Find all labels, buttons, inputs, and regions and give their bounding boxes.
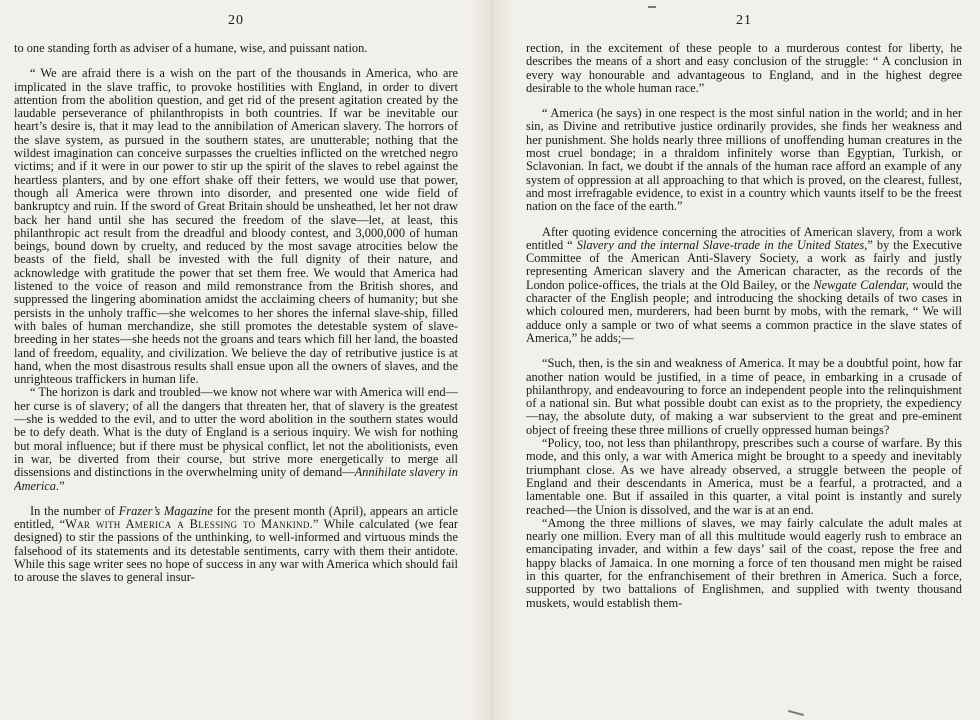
quote-paragraph: “ America (he says) in one respect is the most sinful nation in the world; and in her sin, as Divine and retributive justice ordinarily provides, she finds her weakness and her punishment. She holds nearly three millions of unoffending human creatures in the most cruel bondage; in a thraldom infinitely worse than Egyptian, Turkish, or Sclavonian. In fact, we doubt if the annals of the human race afford an example of any system of oppression at all approaching to that which is proved, on the clearest, fullest, and most irrefragable evidence, to exist in a country which vaunts itself to be the freest nation on the face of the earth.” <box>526 106 962 214</box>
book-title: Slavery and the internal Slave-trade in the United States, <box>576 237 868 252</box>
left-page <box>14 0 458 720</box>
magazine-title: Frazer’s Magazine <box>118 503 213 518</box>
quote-paragraph: “Such, then, is the sin and weakness of America. It may be a doubtful point, how far another nation would be justified, in a time of peace, in embarking in a crusade of philanthropy, and endeavouring to force an independent people into the relinquishment of a national sin. But what possible doubt can exist as to the propriety, the expediency—nay, the absolute duty, of making a war subservient to the great and pre-eminent object of freeing these three millions of cruelly oppressed human beings? <box>526 356 962 437</box>
text-run: for the present month (April), appears an article entitled, “ <box>14 503 458 532</box>
page-number-left: 20 <box>228 13 244 28</box>
paragraph <box>14 505 458 585</box>
text-run: would the character of the English people; and introducing the shocking details of two cases in which coloured men, murderers, had been burnt by mobs, with the remark, “ We will adduce only a sample or two of what seems a common practice in the slave states of America,” he adds;— <box>526 277 962 345</box>
text-run: After quoting evidence concerning the atrocities of American slavery, from a work entitled “ <box>526 224 962 252</box>
quote-paragraph <box>14 386 458 492</box>
book-title: Newgate Calendar, <box>813 277 909 292</box>
right-page <box>526 0 962 720</box>
article-title: War with America a Blessing to Mankind. <box>65 517 314 532</box>
scan-mark <box>648 6 656 8</box>
text-run: ” by the Executive Committee of the American Anti-Slavery Society, a work as fairly and justly representing American slavery and the American character, as the records of the London police-offices, the trials at the Old Bailey, or the <box>526 237 962 292</box>
page-number-right: 21 <box>736 13 752 28</box>
book-gutter <box>470 0 514 720</box>
paragraph: rection, in the excitement of these people to a murderous contest for liberty, he describes the means of a short and easy conclusion of the struggle: “ A conclusion in every way honourable and advantageous to England, and in the highest degree desirable to the whole human race.” <box>526 41 962 95</box>
emphasis-text: Annihilate slavery in America. <box>14 465 458 493</box>
quote-paragraph: “Among the three millions of slaves, we may fairly calculate the adult males at nearly one million. Every man of all this multitude would eagerly rush to embrace an emancipating invader, and within a few days’ sail of the coast, repose the free and happy blacks of Jamaica. In one morning a force of ten thousand men might be raised in this quarter, for the enfranchisement of their brethren in America. Such a force, supported by two battalions of Englishmen, and supplied with twenty thousand muskets, would establish them- <box>526 515 962 610</box>
text-run: “ The horizon is dark and troubled—we know not where war with America will end—her curse is of slavery; of all the dangers that threaten her, that of slavery is the greatest—she is wedded to the evil, and to utter the word abolition in the southern states would be to defy death. What is the duty of England is a serious inquiry. We wish for nothing but moral influence; but if there must be physical conflict, let not the abolitionists, even in war, be diverted from their course, but strive more energetically to merge all dissensions and distinctions in the overwhelming unity of demand— <box>14 385 458 480</box>
quote-paragraph: “ We are afraid there is a wish on the part of the thousands in America, who are implicated in the slave traffic, to provoke hostilities with England, in order to divert attention from the abolition question, and get rid of the present agitation created by the laudable perseverance of philanthropists in both countries. If war be inevitable our heart’s desire is, that it may lead to the annibilation of American slavery. The horrors of the slave system, as pursued in the southern states, are unutterable; nothing that the wildest imagination can conceive surpasses the cruelties inflicted on the wretched negro victims; and if it were in our power to stir up the spirit of the slaves to rebel against the heartless planters, and by one effort shake off their fetters, we would use that power, though all America were thrown into disorder, and presented one wide field of bankruptcy and ruin. If the sword of Great Britain should be unsheathed, let her not draw back her hand until she has secured the freedom of the slave—let, at least, this philanthropic act result from the dreadful and bloody contest, and 3,000,000 of human beings, bound down by cruelty, and reduced by the most savage atrocities below the beasts of the field, shall be invested with the full dignity of their nature, and acknowledge with gratitude the power that set them free. We would that America had listened to the voice of reason and mild remonstrance from the British shores, and suppressed the lingering abomination amidst the acclaiming cheers of humanity; but she persists in the unholy traffic—she welcomes to her shores the infernal slave-ship, filled with bales of human merchandize, she still promotes the detestable system of slave-breeding in her states—she heeds not the groans and tears which fill her land, the boasted land of freedom, equality, and civilization. We believe the day of retributive justice is at hand, when the most disastrous results shall ensue upon all the owners of slaves, and the unrighteous traffickers in human life. <box>14 66 458 387</box>
text-run: In the number of <box>30 503 119 518</box>
text-run: ” While calculated (we fear designed) to stir the passions of the unthinking, to well-informed and virtuous minds the falsehood of its statements and its detestable sentiments, carry with them their antidote. While this sage writer sees no hope of success in any war with America which should fail to arouse the slaves to general insur- <box>14 517 458 585</box>
paragraph <box>526 226 962 346</box>
text-run: ” <box>59 478 65 493</box>
quote-paragraph: “Policy, too, not less than philanthropy, prescribes such a course of warfare. By this mode, and this only, a war with America might be brought to a speedy and inevitably triumphant close. As we have already observed, a struggle between the people of England and their descendants in America, must be a fearful, a protracted, and a lamentable one. But if assailed in this quarter, a vital point is instantly and surely reached—the Union is dissolved, and the war is at an end. <box>526 436 962 517</box>
paragraph: to one standing forth as adviser of a humane, wise, and puissant nation. <box>14 41 368 55</box>
